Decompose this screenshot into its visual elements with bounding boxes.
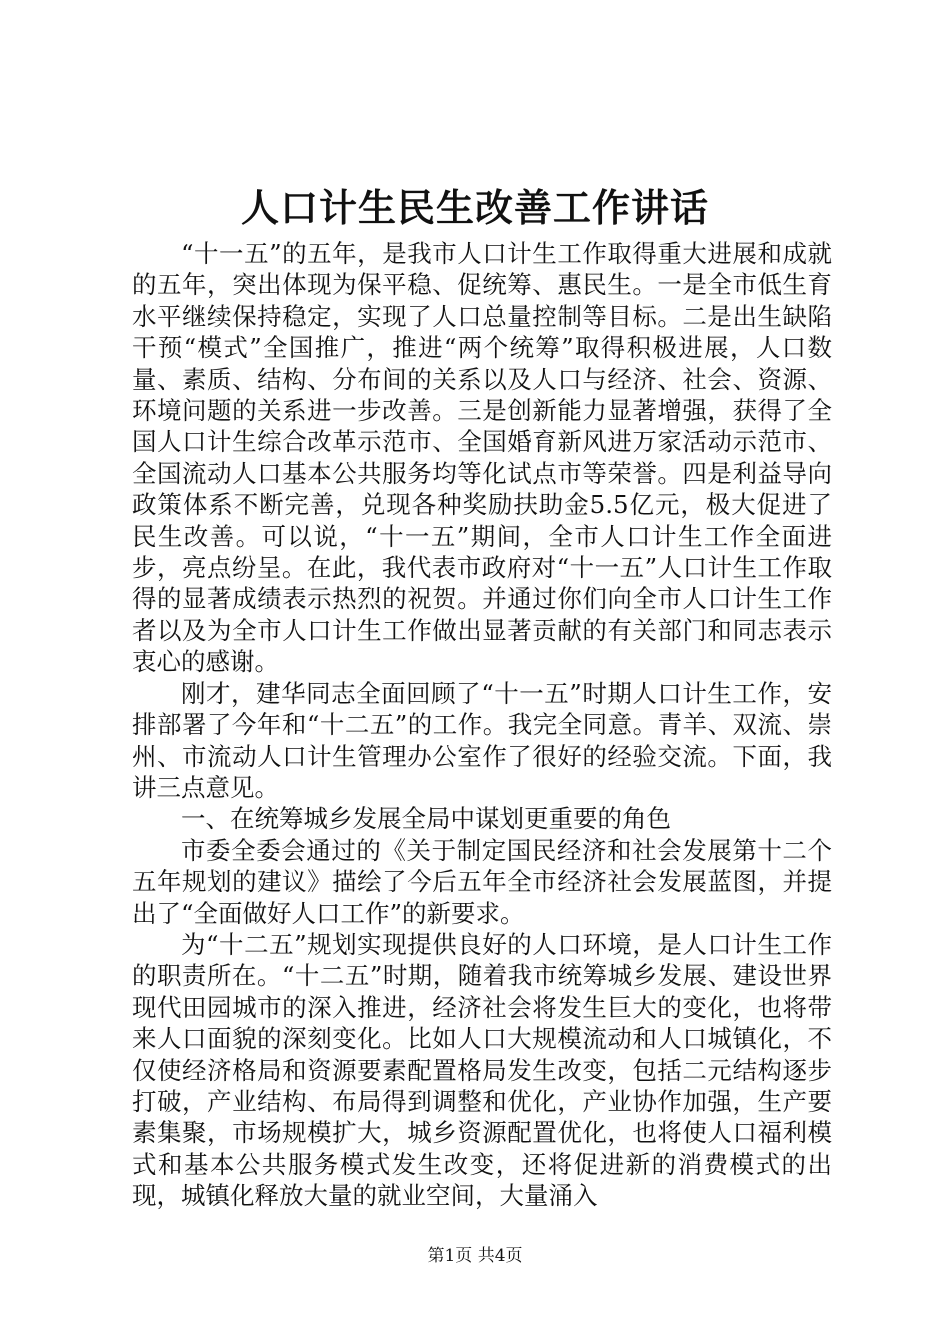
paragraph-2: 刚才，建华同志全面回顾了“十一五”时期人口计生工作，安排部署了今年和“十二五”的工作。我完全同意。青羊、双流、崇州、市流动人口计生管理办公室作了很好的经验交流。下面，我讲三点意见。 bbox=[132, 678, 832, 802]
paragraph-4: 为“十二五”规划实现提供良好的人口环境，是人口计生工作的职责所在。“十二五”时期，随着我市统筹城乡发展、建设世界现代田园城市的深入推进，经济社会将发生巨大的变化，也将带来人口面貌的深刻变化。比如人口大规模流动和人口城镇化，不仅使经济格局和资源要素配置格局发生改变，包括二元结构逐步打破，产业结构、布局得到调整和优化，产业协作加强，生产要素集聚，市场规模扩大，城乡资源配置优化，也将使人口福利模式和基本公共服务模式发生改变，还将促进新的消费模式的出现，城镇化释放大量的就业空间，大量涌入 bbox=[132, 929, 832, 1211]
section-heading-1: 一、在统筹城乡发展全局中谋划更重要的角色 bbox=[181, 804, 671, 834]
page-number-footer: 第1页 共4页 bbox=[427, 1246, 523, 1266]
document-title: 人口计生民生改善工作讲话 bbox=[240, 185, 709, 230]
document-body bbox=[132, 238, 832, 1212]
paragraph-1: “十一五”的五年，是我市人口计生工作取得重大进展和成就的五年，突出体现为保平稳、促统筹、惠民生。一是全市低生育水平继续保持稳定，实现了人口总量控制等目标。二是出生缺陷干预“模式”全国推广，推进“两个统筹”取得积极进展，人口数量、素质、结构、分布间的关系以及人口与经济、社会、资源、环境问题的关系进一步改善。三是创新能力显著增强，获得了全国人口计生综合改革示范市、全国婚育新风进万家活动示范市、全国流动人口基本公共服务均等化试点市等荣誉。四是利益导向政策体系不断完善，兑现各种奖励扶助金5.5亿元，极大促进了民生改善。可以说，“十一五”期间，全市人口计生工作全面进步，亮点纷呈。在此，我代表市政府对“十一五”人口计生工作取得的显著成绩表示热烈的祝贺。并通过你们向全市人口计生工作者以及为全市人口计生工作做出显著贡献的有关部门和同志表示衷心的感谢。 bbox=[132, 239, 832, 677]
paragraph-3: 市委全委会通过的《关于制定国民经济和社会发展第十二个五年规划的建议》描绘了今后五年全市经济社会发展蓝图，并提出了“全面做好人口工作”的新要求。 bbox=[132, 835, 832, 928]
